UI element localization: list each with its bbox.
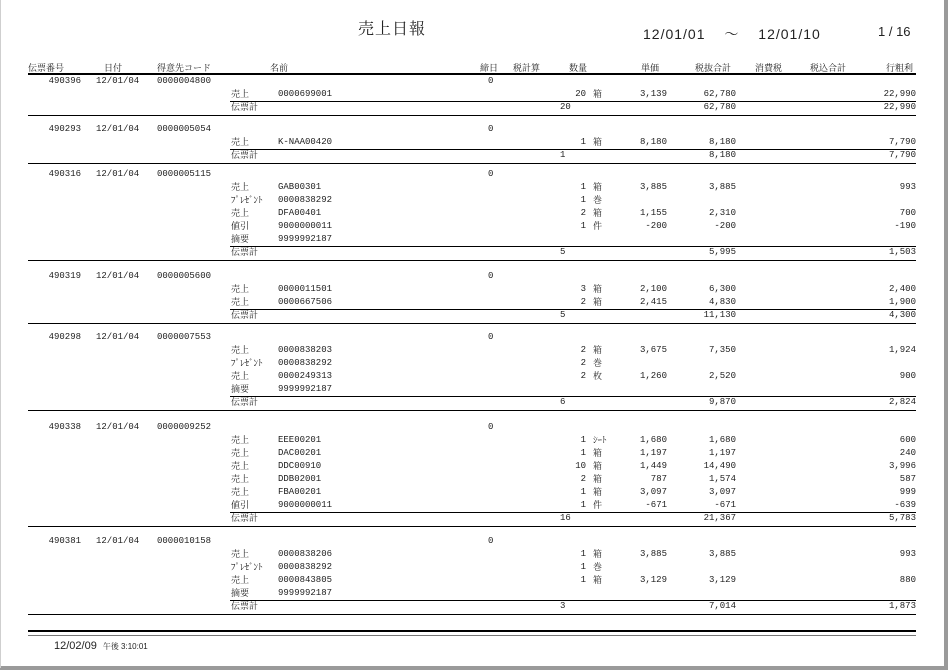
slip-date: 12/01/04	[96, 76, 140, 86]
slip-total-profit: 2,824	[888, 397, 916, 407]
customer-code: 0000004800	[157, 76, 212, 86]
header-slip-no: 伝票番号	[28, 63, 65, 73]
slip-total-profit: 1,873	[888, 601, 916, 611]
slip-total-profit: 4,300	[888, 310, 916, 320]
print-time: 午後 3:10:01	[102, 642, 148, 651]
product-code: 0000667506	[278, 297, 333, 307]
product-code: 9999992187	[278, 384, 333, 394]
line-profit: 1,924	[888, 345, 916, 355]
slip-date: 12/01/04	[96, 422, 140, 432]
unit-price: 1,260	[639, 371, 667, 381]
line-unit: 箱	[593, 182, 603, 192]
unit-price: 787	[650, 474, 667, 484]
product-code: 9999992187	[278, 234, 333, 244]
unit-price: -200	[645, 221, 667, 231]
line-kind: 売上	[231, 345, 250, 355]
line-kind: 摘要	[231, 384, 250, 394]
line-profit: 600	[899, 435, 916, 445]
line-amount: 8,180	[708, 137, 736, 147]
line-qty: 2	[580, 371, 586, 381]
line-unit: 箱	[593, 89, 603, 99]
product-code: GAB00301	[278, 182, 322, 192]
line-qty: 1	[580, 182, 586, 192]
line-profit: 2,400	[888, 284, 916, 294]
line-unit: 箱	[593, 474, 603, 484]
line-profit: 880	[899, 575, 916, 585]
product-code: EEE00201	[278, 435, 322, 445]
slip-total-profit: 5,783	[888, 513, 916, 523]
customer-code: 0000005115	[157, 169, 212, 179]
line-profit: 22,990	[883, 89, 916, 99]
slip-total-amount: 62,780	[703, 102, 736, 112]
slip-number: 490338	[48, 422, 81, 432]
line-qty: 1	[580, 500, 586, 510]
line-qty: 1	[580, 562, 586, 572]
line-qty: 2	[580, 474, 586, 484]
line-kind: 売上	[231, 575, 250, 585]
line-qty: 1	[580, 575, 586, 585]
slip-bottom-rule	[28, 614, 916, 615]
product-code: 0000838206	[278, 549, 333, 559]
due-day: 0	[488, 169, 494, 179]
slip-number: 490316	[48, 169, 81, 179]
header-excl-total: 税抜合計	[695, 63, 732, 73]
slip-total-qty: 5	[560, 310, 566, 320]
product-code: DAC00201	[278, 448, 322, 458]
product-code: 9999992187	[278, 588, 333, 598]
line-kind: 摘要	[231, 234, 250, 244]
product-code: 9000000011	[278, 500, 333, 510]
product-code: 0000838203	[278, 345, 333, 355]
line-kind: 売上	[231, 448, 250, 458]
slip-total-qty: 3	[560, 601, 566, 611]
line-kind: 売上	[231, 89, 250, 99]
slip-bottom-rule	[28, 115, 916, 116]
slip-total-profit: 22,990	[883, 102, 916, 112]
line-amount: 62,780	[703, 89, 736, 99]
product-code: 0000838292	[278, 195, 333, 205]
line-kind: 売上	[231, 549, 250, 559]
slip-bottom-rule	[28, 260, 916, 261]
slip-bottom-rule	[28, 163, 916, 164]
slip-total-amount: 7,014	[708, 601, 736, 611]
line-profit: -639	[894, 500, 916, 510]
product-code: 0000843805	[278, 575, 333, 585]
customer-code: 0000007553	[157, 332, 212, 342]
customer-code: 0000009252	[157, 422, 212, 432]
line-unit: 箱	[593, 575, 603, 585]
line-profit: -190	[894, 221, 916, 231]
header-tax-calc: 税計算	[513, 63, 541, 73]
line-amount: 14,490	[703, 461, 736, 471]
line-qty: 1	[580, 487, 586, 497]
line-profit: 900	[899, 371, 916, 381]
line-qty: 1	[580, 448, 586, 458]
line-kind: 値引	[231, 500, 250, 510]
slip-total-qty: 6	[560, 397, 566, 407]
line-qty: 2	[580, 358, 586, 368]
line-amount: 7,350	[708, 345, 736, 355]
unit-price: 3,129	[639, 575, 667, 585]
slip-total-qty: 20	[560, 102, 571, 112]
line-unit: 箱	[593, 549, 603, 559]
line-unit: 枚	[593, 371, 603, 381]
line-amount: 3,885	[708, 549, 736, 559]
slip-total-amount: 9,870	[708, 397, 736, 407]
footer-rule-bottom	[28, 635, 916, 636]
slip-total-profit: 1,503	[888, 247, 916, 257]
product-code: 0000011501	[278, 284, 333, 294]
slip-total-label: 伝票計	[231, 601, 259, 611]
line-kind: 売上	[231, 284, 250, 294]
line-qty: 2	[580, 297, 586, 307]
line-unit: 箱	[593, 208, 603, 218]
product-code: FBA00201	[278, 487, 322, 497]
line-kind: ﾌﾟﾚｾﾞﾝﾄ	[231, 562, 263, 572]
line-qty: 3	[580, 284, 586, 294]
slip-number: 490396	[48, 76, 81, 86]
unit-price: 3,885	[639, 549, 667, 559]
print-date: 12/02/09	[54, 640, 97, 652]
slip-total-label: 伝票計	[231, 397, 259, 407]
range-tilde: ～	[724, 26, 740, 42]
line-amount: 4,830	[708, 297, 736, 307]
line-kind: 売上	[231, 182, 250, 192]
slip-total-label: 伝票計	[231, 102, 259, 112]
slip-bottom-rule	[28, 410, 916, 411]
line-amount: -671	[714, 500, 736, 510]
product-code: K-NAA00420	[278, 137, 333, 147]
line-kind: 売上	[231, 297, 250, 307]
date-range	[643, 24, 821, 44]
slip-bottom-rule	[28, 323, 916, 324]
line-amount: 1,574	[708, 474, 736, 484]
unit-price: 3,139	[639, 89, 667, 99]
due-day: 0	[488, 536, 494, 546]
slip-number: 490381	[48, 536, 81, 546]
slip-number: 490293	[48, 124, 81, 134]
unit-price: 1,155	[639, 208, 667, 218]
slip-total-amount: 11,130	[703, 310, 736, 320]
line-unit: 箱	[593, 461, 603, 471]
line-kind: 売上	[231, 137, 250, 147]
header-incl-total: 税込合計	[810, 63, 847, 73]
line-kind: 売上	[231, 208, 250, 218]
line-profit: 993	[899, 182, 916, 192]
line-amount: 1,197	[708, 448, 736, 458]
due-day: 0	[488, 332, 494, 342]
line-unit: 箱	[593, 487, 603, 497]
line-kind: 売上	[231, 435, 250, 445]
footer	[54, 640, 148, 652]
unit-price: 8,180	[639, 137, 667, 147]
product-code: 0000249313	[278, 371, 333, 381]
line-unit: ｼｰﾄ	[593, 435, 607, 445]
header-qty: 数量	[569, 63, 588, 73]
line-qty: 10	[575, 461, 586, 471]
customer-code: 0000005054	[157, 124, 212, 134]
footer-rule-top	[28, 630, 916, 632]
line-profit: 240	[899, 448, 916, 458]
slip-total-label: 伝票計	[231, 150, 259, 160]
slip-total-amount: 5,995	[708, 247, 736, 257]
line-qty: 1	[580, 549, 586, 559]
slip-date: 12/01/04	[96, 332, 140, 342]
unit-price: 1,197	[639, 448, 667, 458]
slip-total-label: 伝票計	[231, 247, 259, 257]
header-due-day: 締日	[480, 63, 499, 73]
due-day: 0	[488, 422, 494, 432]
line-qty: 2	[580, 208, 586, 218]
unit-price: 3,097	[639, 487, 667, 497]
product-code: DDB02001	[278, 474, 322, 484]
unit-price: 3,675	[639, 345, 667, 355]
line-unit: 巻	[593, 195, 603, 205]
line-qty: 1	[580, 435, 586, 445]
product-code: 0000838292	[278, 562, 333, 572]
line-kind: 値引	[231, 221, 250, 231]
slip-total-qty: 5	[560, 247, 566, 257]
range-from: 12/01/01	[643, 26, 706, 42]
header-line-profit: 行粗利	[886, 63, 914, 73]
slip-date: 12/01/04	[96, 169, 140, 179]
slip-date: 12/01/04	[96, 536, 140, 546]
line-profit: 7,790	[888, 137, 916, 147]
due-day: 0	[488, 76, 494, 86]
due-day: 0	[488, 271, 494, 281]
page-number: 1 / 16	[878, 24, 911, 39]
header-customer-code: 得意先コード	[157, 63, 212, 73]
line-qty: 20	[575, 89, 586, 99]
line-kind: ﾌﾟﾚｾﾞﾝﾄ	[231, 358, 263, 368]
line-qty: 1	[580, 137, 586, 147]
line-profit: 993	[899, 549, 916, 559]
line-amount: -200	[714, 221, 736, 231]
line-unit: 箱	[593, 137, 603, 147]
line-amount: 3,097	[708, 487, 736, 497]
line-kind: 売上	[231, 487, 250, 497]
line-amount: 6,300	[708, 284, 736, 294]
line-kind: ﾌﾟﾚｾﾞﾝﾄ	[231, 195, 263, 205]
slip-total-qty: 16	[560, 513, 571, 523]
line-qty: 1	[580, 221, 586, 231]
line-kind: 売上	[231, 371, 250, 381]
line-unit: 箱	[593, 448, 603, 458]
line-kind: 売上	[231, 474, 250, 484]
line-qty: 1	[580, 195, 586, 205]
product-code: 0000699001	[278, 89, 333, 99]
report-title: 売上日報	[358, 21, 427, 38]
header-tax: 消費税	[755, 63, 783, 73]
due-day: 0	[488, 124, 494, 134]
customer-code: 0000010158	[157, 536, 212, 546]
line-unit: 件	[593, 221, 603, 231]
unit-price: 1,449	[639, 461, 667, 471]
customer-code: 0000005600	[157, 271, 212, 281]
line-unit: 箱	[593, 284, 603, 294]
unit-price: -671	[645, 500, 667, 510]
slip-date: 12/01/04	[96, 124, 140, 134]
line-unit: 件	[593, 500, 603, 510]
line-amount: 3,885	[708, 182, 736, 192]
slip-total-amount: 21,367	[703, 513, 736, 523]
line-profit: 999	[899, 487, 916, 497]
product-code: DDC00910	[278, 461, 322, 471]
product-code: 9000000011	[278, 221, 333, 231]
slip-date: 12/01/04	[96, 271, 140, 281]
report-left-edge	[0, 0, 1, 668]
slip-total-qty: 1	[560, 150, 566, 160]
line-unit: 箱	[593, 297, 603, 307]
slip-bottom-rule	[28, 526, 916, 527]
line-unit: 箱	[593, 345, 603, 355]
product-code: 0000838292	[278, 358, 333, 368]
unit-price: 1,680	[639, 435, 667, 445]
slip-total-amount: 8,180	[708, 150, 736, 160]
line-amount: 2,310	[708, 208, 736, 218]
line-profit: 587	[899, 474, 916, 484]
line-unit: 巻	[593, 562, 603, 572]
unit-price: 2,415	[639, 297, 667, 307]
line-profit: 3,996	[888, 461, 916, 471]
header-date: 日付	[104, 63, 123, 73]
unit-price: 3,885	[639, 182, 667, 192]
slip-total-label: 伝票計	[231, 310, 259, 320]
header-unit-price: 単価	[641, 63, 660, 73]
line-kind: 売上	[231, 461, 250, 471]
header-name: 名前	[270, 63, 289, 73]
line-unit: 巻	[593, 358, 603, 368]
line-qty: 2	[580, 345, 586, 355]
line-profit: 1,900	[888, 297, 916, 307]
line-amount: 2,520	[708, 371, 736, 381]
line-amount: 3,129	[708, 575, 736, 585]
slip-number: 490319	[48, 271, 81, 281]
slip-number: 490298	[48, 332, 81, 342]
line-kind: 摘要	[231, 588, 250, 598]
line-profit: 700	[899, 208, 916, 218]
slip-total-profit: 7,790	[888, 150, 916, 160]
slip-total-label: 伝票計	[231, 513, 259, 523]
range-to: 12/01/10	[758, 26, 821, 42]
unit-price: 2,100	[639, 284, 667, 294]
line-amount: 1,680	[708, 435, 736, 445]
product-code: DFA00401	[278, 208, 322, 218]
